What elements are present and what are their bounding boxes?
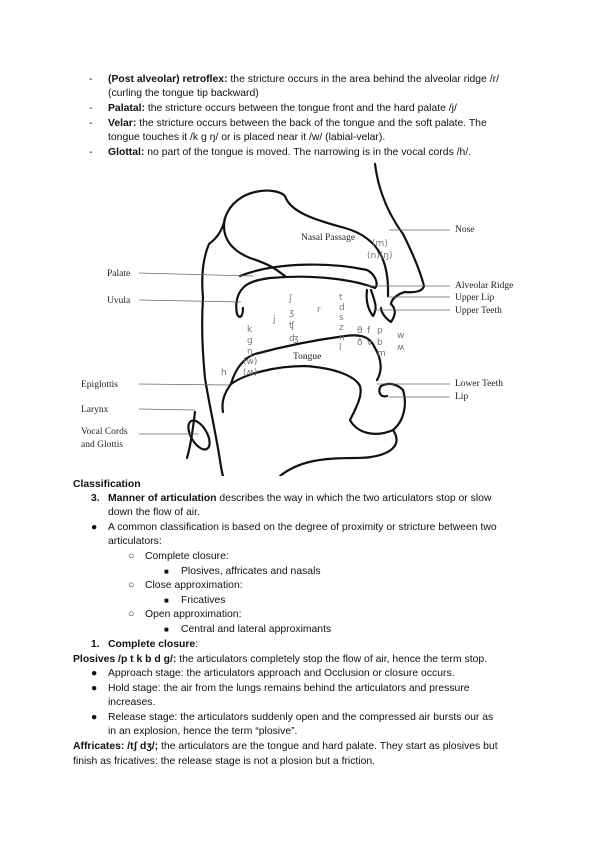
- symbol-eth: ð: [357, 338, 363, 348]
- list-item-velar-cont: tongue touches it /k g ŋ/ or is placed near it /w/ (labial-velar).: [108, 132, 386, 143]
- uvula-outline: [236, 288, 243, 317]
- symbol-s: s: [339, 313, 344, 323]
- list-item-retroflex-cont: (curling the tongue tip backward): [108, 88, 259, 99]
- square-bullet: ■: [164, 567, 169, 576]
- label-vocal-cords: Vocal Cords: [81, 427, 128, 437]
- close-approximation-item: Close approximation:: [145, 580, 243, 591]
- epiglottis-outline: [222, 384, 231, 412]
- symbol-m: m: [377, 349, 386, 359]
- symbol-t: t: [339, 293, 343, 303]
- complete-closure-sub: Plosives, affricates and nasals: [181, 566, 321, 577]
- bullet-dot: ●: [91, 712, 98, 723]
- complete-closure-heading: Complete closure:: [108, 639, 199, 650]
- symbol-b: b: [377, 338, 383, 348]
- square-bullet: ■: [164, 625, 169, 634]
- label-alveolar-ridge: Alveolar Ridge: [455, 281, 514, 291]
- nose-outline: [375, 164, 424, 304]
- symbol-wh: ʍ: [397, 343, 405, 353]
- affricates-paragraph-cont: finish as fricatives: the release stage is not a plosion but a friction.: [73, 756, 376, 767]
- plosives-paragraph: Plosives /p t k b d g/: the articulators completely stop the flow of air, hence the term stop.: [73, 654, 488, 665]
- release-stage-cont: in an explosion, hence the term “plosive”.: [108, 726, 298, 737]
- circle-bullet: ○: [128, 551, 135, 562]
- symbol-theta: θ: [357, 326, 363, 336]
- symbol-m-nasal: (m): [372, 239, 388, 249]
- list-dash: -: [89, 147, 93, 158]
- close-approximation-sub: Fricatives: [181, 595, 226, 606]
- label-palate: Palate: [107, 269, 131, 279]
- label-and-glottis: and Glottis: [81, 440, 123, 450]
- symbol-sh: ʃ: [289, 294, 293, 304]
- symbol-l: l: [339, 343, 342, 353]
- upper-teeth-outline: [367, 290, 376, 316]
- symbol-z: z: [339, 323, 344, 333]
- list-number: 3.: [91, 493, 100, 504]
- approach-stage: Approach stage: the articulators approach and Occlusion or closure occurs.: [108, 668, 455, 679]
- list-dash: -: [89, 103, 93, 114]
- classification-bullet-cont: articulators:: [108, 536, 162, 547]
- symbol-p: p: [377, 326, 383, 336]
- circle-bullet: ○: [128, 609, 135, 620]
- circle-bullet: ○: [128, 580, 135, 591]
- list-dash: -: [89, 74, 93, 85]
- hold-stage-cont: increases.: [108, 697, 156, 708]
- release-stage: Release stage: the articulators suddenly open and the compressed air bursts our as: [108, 712, 494, 723]
- pharynx-outline: [202, 218, 225, 476]
- label-lip: Lip: [455, 392, 469, 402]
- symbol-d: d: [339, 303, 345, 313]
- square-bullet: ■: [164, 596, 169, 605]
- label-larynx: Larynx: [81, 405, 109, 415]
- vocal-tract-diagram: [75, 158, 525, 476]
- symbol-zh: ʒ: [289, 308, 295, 318]
- complete-closure-item: Complete closure:: [145, 551, 229, 562]
- symbol-wh-paren: (ʍ): [243, 368, 258, 378]
- manner-of-articulation-cont: down the flow of air.: [108, 507, 200, 518]
- manner-of-articulation-item: Manner of articulation describes the way in which the two articulators stop or slow: [108, 493, 492, 504]
- nasal-passage-outline: [224, 191, 388, 296]
- symbol-r: r: [317, 305, 321, 315]
- classification-bullet: A common classification is based on the degree of proximity or stricture between two: [108, 522, 497, 533]
- list-item-glottal: Glottal: no part of the tongue is moved. The narrowing is in the vocal cords /h/.: [108, 147, 472, 158]
- open-approximation-item: Open approximation:: [145, 609, 242, 620]
- symbol-n-ng: (n)(ŋ): [367, 251, 393, 261]
- lower-lip-outline: [379, 384, 403, 396]
- bullet-dot: ●: [91, 522, 98, 533]
- bullet-dot: ●: [91, 668, 98, 679]
- symbol-g: g: [247, 336, 253, 346]
- section-heading: Classification: [73, 479, 141, 490]
- affricates-paragraph: Affricates: /tʃ dʒ/; the articulators are the tongue and hard palate. They start as plosives but: [73, 741, 498, 752]
- label-lower-teeth: Lower Teeth: [455, 379, 503, 389]
- symbol-w-paren: (w): [243, 357, 258, 367]
- label-upper-teeth: Upper Teeth: [455, 306, 502, 316]
- symbol-k: k: [247, 325, 253, 335]
- list-dash: -: [89, 118, 93, 129]
- label-tongue: Tongue: [293, 352, 322, 362]
- hold-stage: Hold stage: the air from the lungs remains behind the articulators and pressure: [108, 683, 470, 694]
- symbol-j: j: [273, 315, 276, 325]
- symbol-v: v: [367, 338, 373, 348]
- list-item-palatal: Palatal: the stricture occurs between the tongue front and the hard palate /j/: [108, 103, 457, 114]
- list-item-velar: Velar: the stricture occurs between the back of the tongue and the soft palate. The: [108, 118, 487, 129]
- upper-lip-outline: [381, 304, 395, 322]
- label-nose: Nose: [455, 225, 475, 235]
- list-item-retroflex: (Post alveolar) retroflex: the stricture occurs in the area behind the alveolar ridge /r/: [108, 74, 499, 85]
- symbol-ch: ʧ: [289, 321, 295, 331]
- bullet-dot: ●: [91, 683, 98, 694]
- label-epiglottis: Epiglottis: [81, 380, 118, 390]
- symbol-h: h: [221, 368, 227, 378]
- symbol-n: n: [339, 333, 345, 343]
- open-approximation-sub: Central and lateral approximants: [181, 624, 332, 635]
- label-nasal-passage: Nasal Passage: [301, 233, 356, 243]
- symbol-ng: ŋ: [247, 347, 253, 357]
- label-upper-lip: Upper Lip: [455, 293, 495, 303]
- symbol-dj: ʤ: [289, 334, 299, 344]
- label-uvula: Uvula: [107, 296, 131, 306]
- list-number: 1.: [91, 639, 100, 650]
- symbol-w: w: [397, 331, 405, 341]
- chin-outline: [280, 430, 397, 476]
- palate-outline: [240, 265, 377, 288]
- symbol-f: f: [367, 326, 371, 336]
